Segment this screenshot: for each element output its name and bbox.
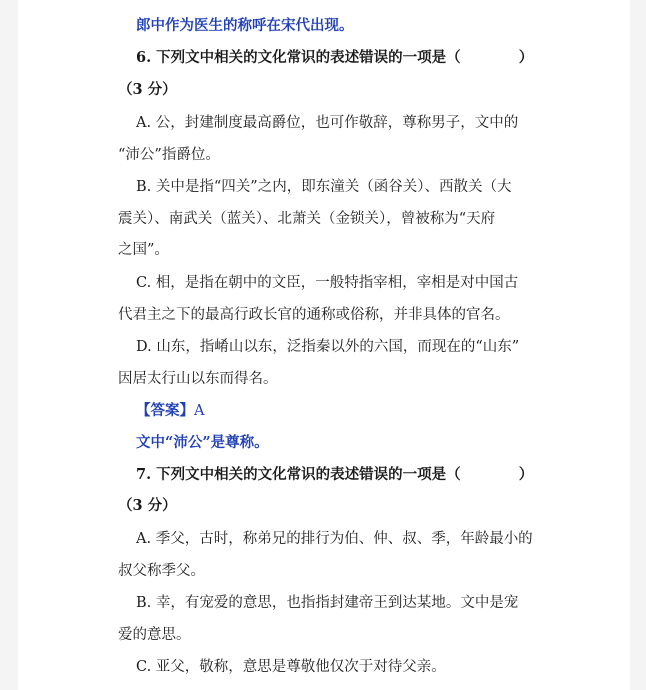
option-d-line-1: D. 山东，指崤山以东，泛指秦以外的六国，而现在的“山东” — [136, 339, 520, 355]
document-page — [18, 0, 630, 690]
option-b-line-1: B. 关中是指“四关”之内，即东潼关（函谷关）、西散关（大 — [136, 179, 512, 195]
option-d-line-2: 因居太行山以东而得名。 — [118, 371, 278, 387]
question-6-score: （3 分） — [118, 81, 177, 98]
q7-option-a-line-1: A. 季父，古时，称弟兄的排行为伯、仲、叔、季，年龄最小的 — [136, 531, 533, 547]
explanation-line: 郎中作为医生的称呼在宋代出现。 — [136, 17, 354, 34]
question-6-paren-close: ） — [518, 49, 534, 66]
question-7-score: （3 分） — [118, 497, 177, 514]
option-b-line-2: 震关）、南武关（蓝关）、北萧关（金锁关），曾被称为“天府 — [118, 211, 496, 227]
option-a-line-2: “沛公”指爵位。 — [118, 147, 220, 163]
q7-option-b-line-2: 爱的意思。 — [118, 627, 191, 643]
answer-label: 【答案】 — [136, 402, 194, 419]
option-a-line-1: A. 公，封建制度最高爵位，也可作敬辞，尊称男子，文中的 — [136, 115, 519, 131]
option-b-line-3: 之国”。 — [118, 242, 169, 258]
answer-value: A — [194, 403, 205, 419]
question-6-stem — [136, 48, 533, 68]
q7-option-c-line-1: C. 亚父，敬称，意思是尊敬他仅次于对待父亲。 — [136, 659, 446, 675]
option-c-line-1: C. 相，是指在朝中的文臣，一般特指宰相，宰相是对中国古 — [136, 275, 519, 291]
question-7-text: 7. 下列文中相关的文化常识的表述错误的一项是（ — [136, 466, 461, 483]
option-c-line-2: 代君主之下的最高行政长官的通称或俗称，并非具体的官名。 — [118, 307, 510, 323]
question-7-stem — [136, 465, 533, 485]
explanation-line-2: 文中“沛公”是尊称。 — [136, 434, 269, 451]
answer-line — [136, 401, 204, 421]
q7-option-a-line-2: 叔父称季父。 — [118, 563, 205, 579]
question-6-text: 6. 下列文中相关的文化常识的表述错误的一项是（ — [136, 49, 461, 66]
q7-option-b-line-1: B. 幸，有宠爱的意思，也指指封建帝王到达某地。文中是宠 — [136, 595, 519, 611]
question-7-paren-close: ） — [518, 466, 534, 483]
